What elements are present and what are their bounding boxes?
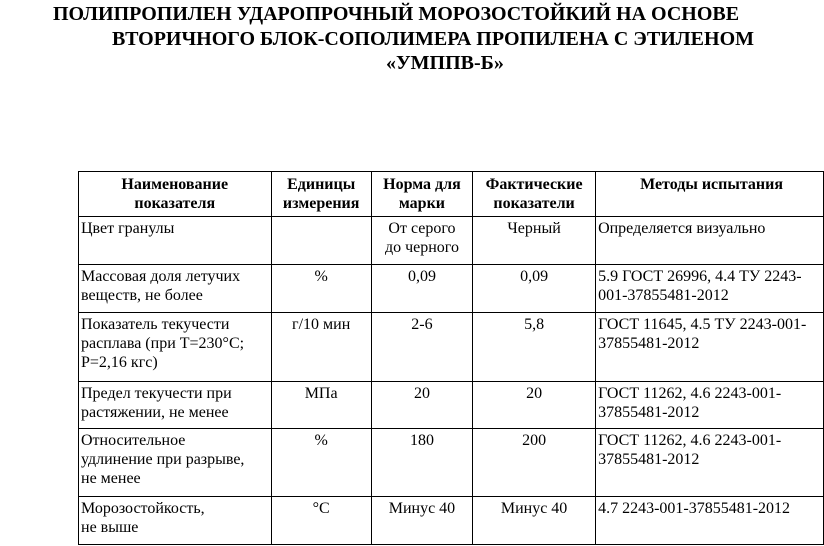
header-actual-line: показатели [493, 195, 575, 212]
document-title-line-3: «УМППВ-Б» [386, 52, 504, 74]
cell-method [596, 497, 824, 545]
cell-norm [371, 497, 472, 545]
cell-units: % [271, 429, 371, 497]
header-methods: Методы испытания [596, 172, 824, 217]
cell-method-line: 37855481-2012 [598, 335, 700, 352]
cell-name-line: не менее [81, 470, 141, 487]
table-row [79, 265, 824, 313]
cell-norm-line: 0,09 [407, 268, 436, 285]
header-actual [473, 172, 596, 217]
cell-name-line: растяжении, не менее [81, 404, 229, 421]
cell-method [596, 429, 824, 497]
cell-method [596, 265, 824, 313]
cell-name [79, 382, 272, 429]
table-row [79, 313, 824, 382]
header-norm [371, 172, 472, 217]
cell-name-line: Р=2,16 кгс) [81, 354, 158, 371]
table-row [79, 429, 824, 497]
cell-method-line: ГОСТ 11262, 4.6 2243-001- [598, 385, 782, 402]
table-row [79, 382, 824, 429]
cell-norm-line: 180 [409, 432, 434, 449]
cell-actual: 5,8 [473, 313, 596, 382]
cell-units [271, 217, 371, 265]
header-actual-line: Фактические [485, 176, 583, 193]
header-norm-line: марки [398, 195, 445, 212]
specification-table [78, 171, 824, 545]
cell-method-line: Определяется визуально [598, 220, 766, 237]
cell-name [79, 313, 272, 382]
document-title-line-1: ПОЛИПРОПИЛЕН УДАРОПРОЧНЫЙ МОРОЗОСТОЙКИЙ НА ОСНОВЕ [53, 3, 740, 25]
cell-method-line: ГОСТ 11262, 4.6 2243-001- [598, 432, 782, 449]
cell-name-line: Массовая доля летучих [81, 268, 241, 285]
cell-norm-line: Минус 40 [388, 500, 456, 517]
cell-name-line: веществ, не более [81, 287, 203, 304]
cell-actual: 0,09 [473, 265, 596, 313]
cell-norm [371, 313, 472, 382]
header-name-line: Наименование [121, 176, 229, 193]
cell-norm [371, 265, 472, 313]
header-name-line: показателя [134, 195, 216, 212]
cell-norm-line: 2-6 [411, 316, 433, 333]
cell-method [596, 217, 824, 265]
cell-units: °С [271, 497, 371, 545]
header-units-line: измерения [282, 195, 360, 212]
cell-method [596, 382, 824, 429]
header-name [79, 172, 272, 217]
table-header-row [79, 172, 824, 217]
cell-actual: 200 [473, 429, 596, 497]
table-row [79, 217, 824, 265]
cell-name-line: расплава (при Т=230°С; [81, 335, 245, 352]
cell-method-line: 4.7 2243-001-37855481-2012 [598, 500, 791, 517]
cell-method-line: 37855481-2012 [598, 451, 700, 468]
cell-method-line: 001-37855481-2012 [598, 287, 729, 304]
cell-name-line: Относительное [81, 432, 186, 449]
cell-name-line: Предел текучести при [81, 385, 232, 402]
document-title-line-2: ВТОРИЧНОГО БЛОК-СОПОЛИМЕРА ПРОПИЛЕНА С ЭТИЛЕНОМ [112, 28, 755, 50]
cell-actual: 20 [473, 382, 596, 429]
cell-units: МПа [271, 382, 371, 429]
cell-norm-line: до черного [384, 239, 459, 256]
cell-units: % [271, 265, 371, 313]
header-norm-line: Норма для [383, 176, 461, 193]
cell-name-line: не выше [81, 519, 139, 536]
header-units-line: Единицы [287, 176, 356, 193]
cell-name-line: Цвет гранулы [81, 220, 175, 237]
cell-name [79, 497, 272, 545]
cell-name-line: Морозостойкость, [81, 500, 205, 517]
cell-units: г/10 мин [271, 313, 371, 382]
cell-name [79, 429, 272, 497]
cell-norm-line: От серого [388, 220, 456, 237]
cell-actual: Минус 40 [473, 497, 596, 545]
cell-norm [371, 382, 472, 429]
table-row [79, 497, 824, 545]
cell-name-line: удлинение при разрыве, [81, 451, 245, 468]
cell-norm [371, 217, 472, 265]
cell-name-line: Показатель текучести [81, 316, 230, 333]
cell-method-line: ГОСТ 11645, 4.5 ТУ 2243-001- [598, 316, 807, 333]
cell-name [79, 217, 272, 265]
cell-norm-line: 20 [413, 385, 430, 402]
cell-norm [371, 429, 472, 497]
header-units [271, 172, 371, 217]
cell-method [596, 313, 824, 382]
cell-method-line: 37855481-2012 [598, 404, 700, 421]
cell-actual: Черный [473, 217, 596, 265]
cell-method-line: 5.9 ГОСТ 26996, 4.4 ТУ 2243- [598, 268, 802, 285]
cell-name [79, 265, 272, 313]
